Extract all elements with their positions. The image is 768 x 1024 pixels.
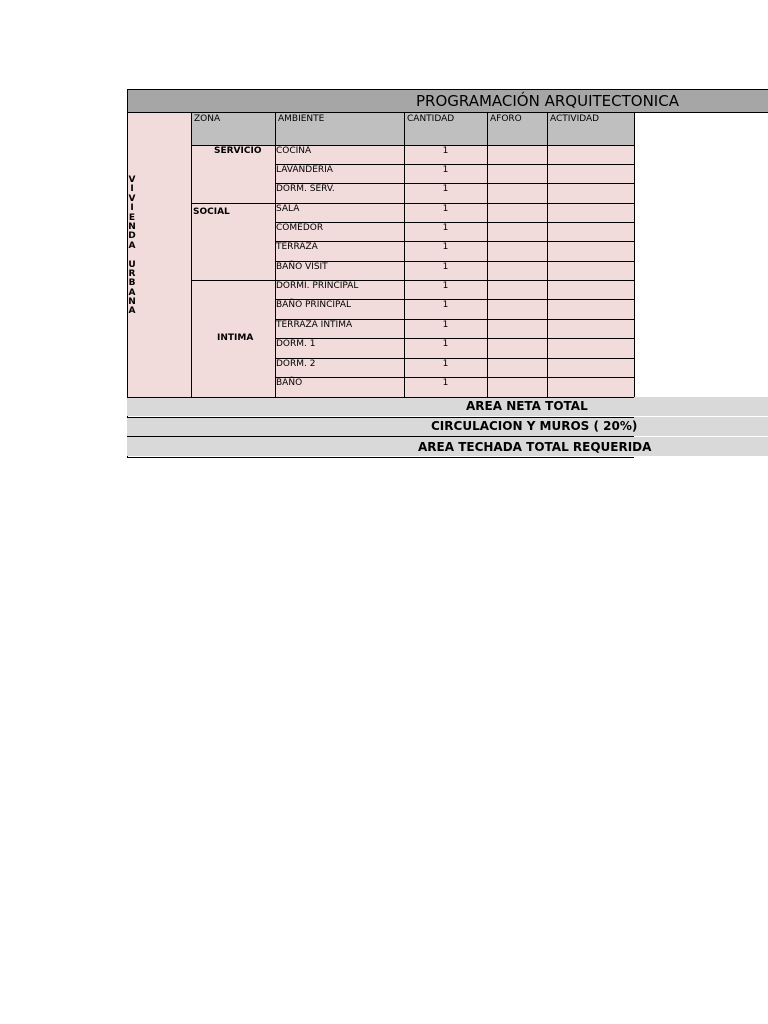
group-label-letter: B [128,278,136,289]
group-label-letter: V [128,175,136,185]
summary-line-3 [127,436,634,437]
header-bottom-line [191,145,634,146]
group-label-letter: V [128,193,136,204]
cell-ambiente: DORM. 2 [276,359,316,369]
border-group [191,113,192,397]
summary-row-area-techada [127,437,768,456]
cell-ambiente: TERRAZA [276,242,318,252]
header-cantidad: CANTIDAD [404,113,487,145]
cell-ambiente: BAÑO VISIT [276,262,328,272]
cell-ambiente: COMEDOR [276,223,324,233]
cell-ambiente: BAÑO [276,378,303,388]
cell-cantidad: 1 [442,165,449,175]
group-label-letter: N [128,297,136,308]
zone-intima: INTIMA [217,333,254,343]
group-label-letter: U [128,259,136,270]
group-label-letter: R [128,268,136,279]
cell-cantidad: 1 [442,281,449,291]
summary-row-area-neta [127,397,768,416]
cell-ambiente: LAVANDERIA [276,165,333,175]
cell-cantidad: 1 [442,184,449,194]
zone-column [191,145,275,397]
group-label-letter: A [128,287,136,298]
cell-ambiente: SALA [276,204,300,214]
group-label-letter: I [130,184,134,195]
group-label-letter: D [128,231,136,242]
cell-cantidad: 1 [442,339,449,349]
cell-ambiente: DORMI. PRINCIPAL [276,281,359,291]
summary-area-neta: AREA NETA TOTAL [466,399,588,413]
header-actividad: ACTIVIDAD [547,113,634,145]
summary-line-bottom [127,457,634,458]
border-aforo [547,113,548,397]
summary-area-techada: AREA TECHADA TOTAL REQUERIDA [418,440,652,454]
zone-sep-1 [191,203,275,204]
cell-ambiente: BAÑO PRINCIPAL [276,300,352,310]
cell-cantidad: 1 [442,359,449,369]
cell-ambiente: DORM. 1 [276,339,316,349]
group-label [127,176,137,317]
zone-sep-2 [191,280,275,281]
cell-cantidad: 1 [442,262,449,272]
border-ambiente [404,113,405,397]
summary-row-circulacion [127,417,768,436]
cell-cantidad: 1 [442,300,449,310]
sheet-title: PROGRAMACIÓN ARQUITECTONICA [416,92,679,110]
zone-servicio: SERVICIO [214,146,262,156]
summary-line-1 [127,397,634,398]
summary-line-2 [127,417,634,418]
group-label-letter: A [128,240,136,251]
cell-cantidad: 1 [442,378,449,388]
group-label-letter: A [128,306,136,317]
header-zona: ZONA [191,113,275,145]
cell-cantidad: 1 [442,204,449,214]
border-cantidad [487,113,488,397]
cell-cantidad: 1 [442,320,449,330]
header-aforo: AFORO [487,113,547,145]
cell-cantidad: 1 [442,223,449,233]
cell-ambiente: DORM. SERV. [276,184,335,194]
summary-circulacion: CIRCULACION Y MUROS ( 20%) [431,419,638,433]
header-ambiente: AMBIENTE [275,113,404,145]
border-actividad [634,113,635,397]
cell-cantidad: 1 [442,242,449,252]
group-label-letter: I [130,203,134,214]
cell-cantidad: 1 [442,146,449,156]
title-clip [127,89,679,113]
cell-ambiente: TERRAZA INTIMA [276,320,353,330]
group-label-letter: N [128,221,136,232]
group-label-letter: E [128,212,136,223]
zone-social: SOCIAL [193,207,230,217]
cell-ambiente: COCINA [276,146,312,156]
border-zona [275,113,276,397]
